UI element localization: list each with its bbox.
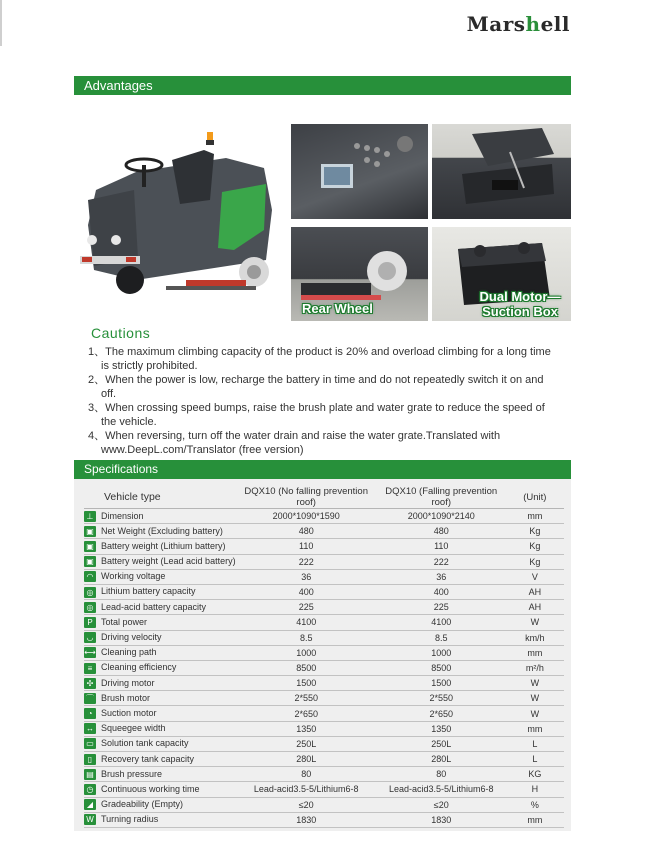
caution-item: 1、The maximum climbing capacity of the product is 20% and overload climbing for a long time is strictly prohibited. (88, 346, 551, 372)
cautions-list (88, 345, 558, 457)
spec-name: Turning radius (101, 814, 159, 825)
rear-wheel-label: Rear Wheel (302, 301, 373, 316)
spec-value-model-1: 36 (236, 569, 377, 584)
spec-name-cell (84, 660, 236, 675)
table-row (84, 554, 564, 569)
spec-value-model-2: 80 (377, 767, 506, 782)
spec-unit: W (506, 676, 564, 691)
spec-name: Solution tank capacity (101, 738, 189, 749)
lithium-capacity-icon: ◎ (84, 587, 96, 598)
recovery-tank-icon: ▯ (84, 754, 96, 765)
spec-name: Cleaning efficiency (101, 662, 177, 673)
spec-value-model-1: 225 (236, 600, 377, 615)
spec-name: Brush pressure (101, 768, 163, 779)
spec-value-model-2: 225 (377, 600, 506, 615)
spec-value-model-2: 8500 (377, 660, 506, 675)
suction-motor-icon: ◔ (84, 708, 96, 719)
spec-value-model-2: 1500 (377, 676, 506, 691)
spec-value-model-1: 1500 (236, 676, 377, 691)
voltage-icon: ◠ (84, 571, 96, 582)
spec-value-model-1: ≤20 (236, 797, 377, 812)
table-row (84, 706, 564, 721)
spec-name: Battery weight (Lead acid battery) (101, 556, 236, 567)
control-panel-photo (291, 124, 428, 219)
header-model-1: DQX10 (No falling prevention roof) (236, 486, 377, 509)
spec-value-model-2: 36 (377, 569, 506, 584)
table-row (84, 812, 564, 827)
spec-unit: % (506, 797, 564, 812)
spec-name-cell (84, 767, 236, 782)
table-row (84, 569, 564, 584)
spec-value-model-1: 1000 (236, 645, 377, 660)
spec-name-cell (84, 691, 236, 706)
spec-name-cell (84, 812, 236, 827)
spec-name-cell (84, 706, 236, 721)
spec-name-cell (84, 752, 236, 767)
spec-unit: W (506, 691, 564, 706)
table-row (84, 539, 564, 554)
spec-name: Brush motor (101, 692, 151, 703)
spec-value-model-1: 2*550 (236, 691, 377, 706)
spec-name: Net Weight (Excluding battery) (101, 525, 223, 536)
brush-motor-icon: ⌒ (86, 693, 94, 703)
spec-value-model-1: 80 (236, 767, 377, 782)
spec-value-model-2: 2000*1090*2140 (377, 509, 506, 524)
cautions-title: Cautions (91, 325, 151, 341)
table-row (84, 660, 564, 675)
spec-name-cell (84, 539, 236, 554)
spec-name: Lithium battery capacity (101, 586, 196, 597)
tank-lid-open-photo (432, 124, 571, 219)
spec-value-model-2: 2*550 (377, 691, 506, 706)
spec-name: Driving motor (101, 677, 155, 688)
spec-value-model-1: 250L (236, 736, 377, 751)
caution-item: 3、When crossing speed bumps, raise the brush plate and water grate to reduce the speed of the vehicle. (88, 402, 545, 428)
spec-unit: mm (506, 721, 564, 736)
spec-value-model-2: 8.5 (377, 630, 506, 645)
spec-value-model-2: 480 (377, 524, 506, 539)
spec-unit: W (506, 706, 564, 721)
working-time-icon: ◷ (84, 784, 96, 795)
table-row (84, 509, 564, 524)
brand-leaf-letter: h (525, 12, 541, 36)
power-icon: P (84, 617, 96, 628)
spec-unit: mm (506, 509, 564, 524)
spec-name: Lead-acid battery capacity (101, 601, 207, 612)
spec-unit: AH (506, 600, 564, 615)
spec-name-cell (84, 569, 236, 584)
spec-name-cell (84, 736, 236, 751)
table-row (84, 645, 564, 660)
gradeability-icon: ◢ (84, 799, 96, 810)
spec-value-model-2: 280L (377, 752, 506, 767)
spec-name: Driving velocity (101, 632, 162, 643)
spec-unit: mm (506, 812, 564, 827)
table-row (84, 676, 564, 691)
lead-acid-capacity-icon: ◎ (84, 602, 96, 613)
spec-value-model-2: 4100 (377, 615, 506, 630)
spec-value-model-1: 280L (236, 752, 377, 767)
dual-motor-label: Dual Motor— Suction Box (479, 289, 561, 319)
table-row (84, 797, 564, 812)
spec-value-model-2: 222 (377, 554, 506, 569)
spec-name-cell (84, 797, 236, 812)
weight-icon: ▣ (84, 526, 96, 537)
table-row (84, 630, 564, 645)
spec-value-model-1: 400 (236, 584, 377, 599)
header-vehicle-type: Vehicle type (84, 486, 236, 509)
scrubber-machine-image (76, 130, 286, 305)
header-unit: (Unit) (506, 486, 564, 509)
solution-tank-icon: ▭ (84, 738, 96, 749)
spec-value-model-1: 480 (236, 524, 377, 539)
header-model-2: DQX10 (Falling prevention roof) (377, 486, 506, 509)
spec-unit: Kg (506, 539, 564, 554)
table-row (84, 691, 564, 706)
velocity-icon: ◡ (84, 632, 96, 643)
table-row (84, 736, 564, 751)
advantages-header: Advantages (74, 76, 571, 95)
spec-value-model-2: 110 (377, 539, 506, 554)
spec-unit: V (506, 569, 564, 584)
specifications-body (84, 509, 564, 828)
table-row (84, 524, 564, 539)
table-row (84, 782, 564, 797)
page-edge-rule (0, 0, 2, 46)
table-header-row (84, 486, 564, 509)
spec-unit: W (506, 615, 564, 630)
spec-value-model-1: 8500 (236, 660, 377, 675)
spec-name: Continuous working time (101, 783, 200, 794)
spec-value-model-1: Lead-acid3.5-5/Lithium6-8 (236, 782, 377, 797)
specifications-header: Specifications (74, 460, 571, 479)
spec-unit: KG (506, 767, 564, 782)
spec-name: Battery weight (Lithium battery) (101, 540, 226, 551)
table-row (84, 721, 564, 736)
spec-value-model-1: 2*650 (236, 706, 377, 721)
table-row (84, 600, 564, 615)
motor-icon: ✣ (84, 678, 96, 689)
spec-name: Cleaning path (101, 647, 157, 658)
spec-name-cell (84, 721, 236, 736)
caution-item: 2、When the power is low, recharge the battery in time and do not repeatedly switch it on and off. (88, 374, 544, 400)
spec-value-model-2: 2*650 (377, 706, 506, 721)
spec-name-cell (84, 782, 236, 797)
spec-name: Recovery tank capacity (101, 753, 195, 764)
caution-item: 4、When reversing, turn off the water drain and raise the water grate.Translated with www.DeepL.com/Translator (free version) (88, 430, 501, 456)
battery-weight-icon: ▣ (84, 541, 96, 552)
spec-name-cell (84, 600, 236, 615)
spec-name-cell (84, 630, 236, 645)
spec-name: Squeegee width (101, 723, 166, 734)
spec-value-model-1: 222 (236, 554, 377, 569)
specifications-table (84, 486, 564, 828)
spec-name-cell (84, 676, 236, 691)
spec-value-model-1: 1830 (236, 812, 377, 827)
spec-value-model-1: 1350 (236, 721, 377, 736)
spec-value-model-1: 4100 (236, 615, 377, 630)
spec-value-model-2: 400 (377, 584, 506, 599)
spec-name: Dimension (101, 510, 144, 521)
spec-unit: AH (506, 584, 564, 599)
battery-weight-icon: ▣ (84, 556, 96, 567)
spec-name-cell (84, 645, 236, 660)
spec-name: Gradeability (Empty) (101, 799, 184, 810)
table-row (84, 615, 564, 630)
table-row (84, 584, 564, 599)
spec-unit: L (506, 752, 564, 767)
brush-pressure-icon: ▤ (84, 769, 96, 780)
spec-name-cell (84, 509, 236, 524)
spec-unit: Kg (506, 554, 564, 569)
spec-unit: mm (506, 645, 564, 660)
spec-value-model-2: 250L (377, 736, 506, 751)
spec-name-cell (84, 524, 236, 539)
spec-name-cell (84, 554, 236, 569)
spec-value-model-1: 2000*1090*1590 (236, 509, 377, 524)
table-row (84, 752, 564, 767)
spec-value-model-2: 1000 (377, 645, 506, 660)
spec-name: Total power (101, 616, 148, 627)
spec-unit: m²/h (506, 660, 564, 675)
spec-value-model-2: 1350 (377, 721, 506, 736)
spec-unit: Kg (506, 524, 564, 539)
squeegee-icon: ↔ (86, 724, 94, 734)
spec-value-model-1: 8.5 (236, 630, 377, 645)
spec-name: Suction motor (101, 707, 157, 718)
spec-unit: km/h (506, 630, 564, 645)
table-row (84, 767, 564, 782)
spec-value-model-1: 110 (236, 539, 377, 554)
spec-value-model-2: Lead-acid3.5-5/Lithium6-8 (377, 782, 506, 797)
spec-name-cell (84, 584, 236, 599)
spec-value-model-2: 1830 (377, 812, 506, 827)
efficiency-icon: ≡ (84, 663, 96, 674)
spec-unit: L (506, 736, 564, 751)
spec-name-cell (84, 615, 236, 630)
spec-name: Working voltage (101, 571, 166, 582)
turning-radius-icon: W (84, 814, 96, 825)
cleaning-path-icon: ⟷ (84, 648, 96, 658)
spec-unit: H (506, 782, 564, 797)
spec-value-model-2: ≤20 (377, 797, 506, 812)
brand-logo: Marshell (466, 12, 570, 36)
dimension-icon: ⊥ (84, 511, 96, 522)
